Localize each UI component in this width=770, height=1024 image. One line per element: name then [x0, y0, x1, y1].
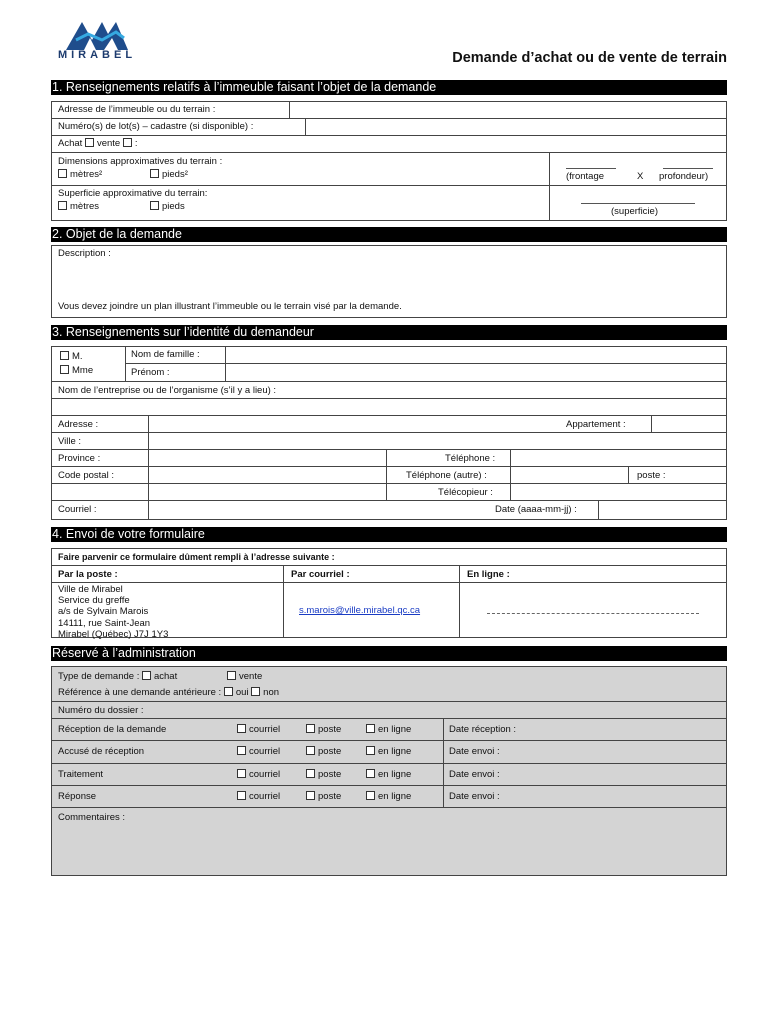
achat-vente-row: Achat vente : — [58, 138, 138, 149]
ville-label: Ville : — [58, 436, 82, 447]
courriel-label: Courriel : — [58, 504, 97, 515]
mme-checkbox[interactable] — [60, 365, 69, 374]
section-3-header: 3. Renseignements sur l’identité du demandeur — [51, 325, 727, 340]
plan-note: Vous devez joindre un plan illustrant l’immeuble ou le terrain visé par la demande. — [58, 301, 402, 312]
admin-row-date: Date réception : — [449, 724, 517, 735]
admin-vente-checkbox[interactable] — [227, 671, 236, 680]
telecopieur-input[interactable] — [512, 484, 725, 499]
par-courriel-label: Par courriel : — [291, 569, 350, 580]
poste-checkbox[interactable] — [306, 724, 315, 733]
courriel-checkbox[interactable] — [237, 769, 246, 778]
frontage-line[interactable] — [566, 168, 616, 169]
mailing-address: Ville de Mirabel Service du greffe a/s de Sylvain Marois 14111, rue Saint-Jean Mirabel (Québec) J7J 1Y3 — [58, 584, 169, 640]
metres-label: mètres — [70, 201, 100, 212]
lots-label: Numéro(s) de lot(s) – cadastre (si disponible) : — [58, 121, 254, 132]
admin-header: Réservé à l’administration — [51, 646, 727, 661]
section-1-header: 1. Renseignements relatifs à l’immeuble faisant l’objet de la demande — [51, 80, 727, 95]
description-label: Description : — [58, 248, 111, 259]
achat-checkbox[interactable] — [85, 138, 94, 147]
pieds2-label: pieds² — [162, 169, 188, 180]
pieds2-checkbox[interactable] — [150, 169, 159, 178]
en-ligne-checkbox[interactable] — [366, 769, 375, 778]
poste-label: poste : — [637, 470, 666, 481]
poste-checkbox[interactable] — [306, 746, 315, 755]
document-title: Demande d’achat ou de vente de terrain — [452, 50, 727, 66]
en-ligne-checkbox[interactable] — [366, 746, 375, 755]
section-2-header: 2. Objet de la demande — [51, 227, 727, 242]
pieds-label: pieds — [162, 201, 185, 212]
dimensions-label: Dimensions approximatives du terrain : — [58, 156, 223, 167]
entreprise-label: Nom de l’entreprise ou de l’organisme (s’il y a lieu) : — [58, 385, 277, 396]
tel-autre-label: Téléphone (autre) : — [406, 470, 487, 481]
admin-row-date: Date envoi : — [449, 791, 500, 802]
province-label: Province : — [58, 453, 101, 464]
reference-row: Référence à une demande antérieure : oui non — [58, 687, 280, 698]
times-label: X — [637, 171, 644, 182]
telephone-input[interactable] — [512, 450, 725, 465]
admin-row-label: Réception de la demande — [58, 724, 167, 735]
superficie-label: Superficie approximative du terrain: — [58, 188, 208, 199]
en-ligne-label: En ligne : — [467, 569, 510, 580]
online-link-placeholder[interactable] — [487, 613, 699, 614]
nom-input[interactable] — [227, 347, 725, 362]
address-label: Adresse de l’immeuble ou du terrain : — [58, 104, 216, 115]
ville-input[interactable] — [150, 433, 725, 448]
metres2-label: mètres² — [70, 169, 103, 180]
lots-input[interactable] — [307, 119, 725, 134]
courriel-checkbox[interactable] — [237, 746, 246, 755]
metres-checkbox[interactable] — [58, 201, 67, 210]
en-ligne-checkbox[interactable] — [366, 724, 375, 733]
superficie-line[interactable] — [581, 203, 695, 204]
poste-checkbox[interactable] — [306, 791, 315, 800]
admin-row-date: Date envoi : — [449, 769, 500, 780]
admin-row-label: Accusé de réception — [58, 746, 145, 757]
m-label: M. — [72, 351, 83, 362]
code-postal-label: Code postal : — [58, 470, 114, 481]
metres2-checkbox[interactable] — [58, 169, 67, 178]
telecopieur-label: Télécopieur : — [438, 487, 493, 498]
m-checkbox[interactable] — [60, 351, 69, 360]
date-input[interactable] — [600, 501, 725, 519]
admin-vente-label: vente — [239, 671, 263, 682]
code-postal-input[interactable] — [150, 467, 384, 482]
telephone-label: Téléphone : — [445, 453, 496, 464]
send-instruction: Faire parvenir ce formulaire dûment rempli à l’adresse suivante : — [58, 552, 335, 562]
oui-checkbox[interactable] — [224, 687, 233, 696]
address-input[interactable] — [291, 102, 725, 117]
appartement-input[interactable] — [653, 416, 725, 431]
date-label: Date (aaaa-mm-jj) : — [495, 504, 577, 515]
adresse-label: Adresse : — [58, 419, 99, 430]
tel-autre-input[interactable] — [512, 467, 626, 482]
prenom-input[interactable] — [227, 364, 725, 380]
profondeur-line[interactable] — [663, 168, 713, 169]
non-checkbox[interactable] — [251, 687, 260, 696]
logo-text: MIRABEL — [57, 49, 137, 61]
en-ligne-checkbox[interactable] — [366, 791, 375, 800]
entreprise-input[interactable] — [52, 399, 726, 414]
pieds-checkbox[interactable] — [150, 201, 159, 210]
profondeur-label: profondeur) — [659, 171, 709, 182]
commentaires-label: Commentaires : — [58, 812, 126, 823]
courriel-checkbox[interactable] — [237, 791, 246, 800]
email-link[interactable]: s.marois@ville.mirabel.qc.ca — [299, 605, 421, 616]
admin-achat-checkbox[interactable] — [142, 671, 151, 680]
admin-row-label: Réponse — [58, 791, 97, 802]
par-poste-label: Par la poste : — [58, 569, 118, 580]
adresse-input[interactable] — [150, 416, 550, 431]
frontage-label: (frontage — [566, 171, 605, 182]
appartement-label: Appartement : — [566, 419, 626, 430]
dossier-label: Numéro du dossier : — [58, 705, 144, 716]
section-4-header: 4. Envoi de votre formulaire — [51, 527, 727, 542]
type-demande-row: Type de demande : achat — [58, 671, 178, 682]
courriel-input[interactable] — [150, 501, 384, 519]
nom-label: Nom de famille : — [131, 349, 200, 360]
prenom-label: Prénom : — [131, 367, 170, 378]
mme-label: Mme — [72, 365, 94, 376]
poste-checkbox[interactable] — [306, 769, 315, 778]
superficie-caption: (superficie) — [611, 206, 658, 217]
vente-checkbox[interactable] — [123, 138, 132, 147]
admin-row-label: Traitement — [58, 769, 104, 780]
province-input[interactable] — [150, 450, 384, 465]
courriel-checkbox[interactable] — [237, 724, 246, 733]
admin-row-date: Date envoi : — [449, 746, 500, 757]
